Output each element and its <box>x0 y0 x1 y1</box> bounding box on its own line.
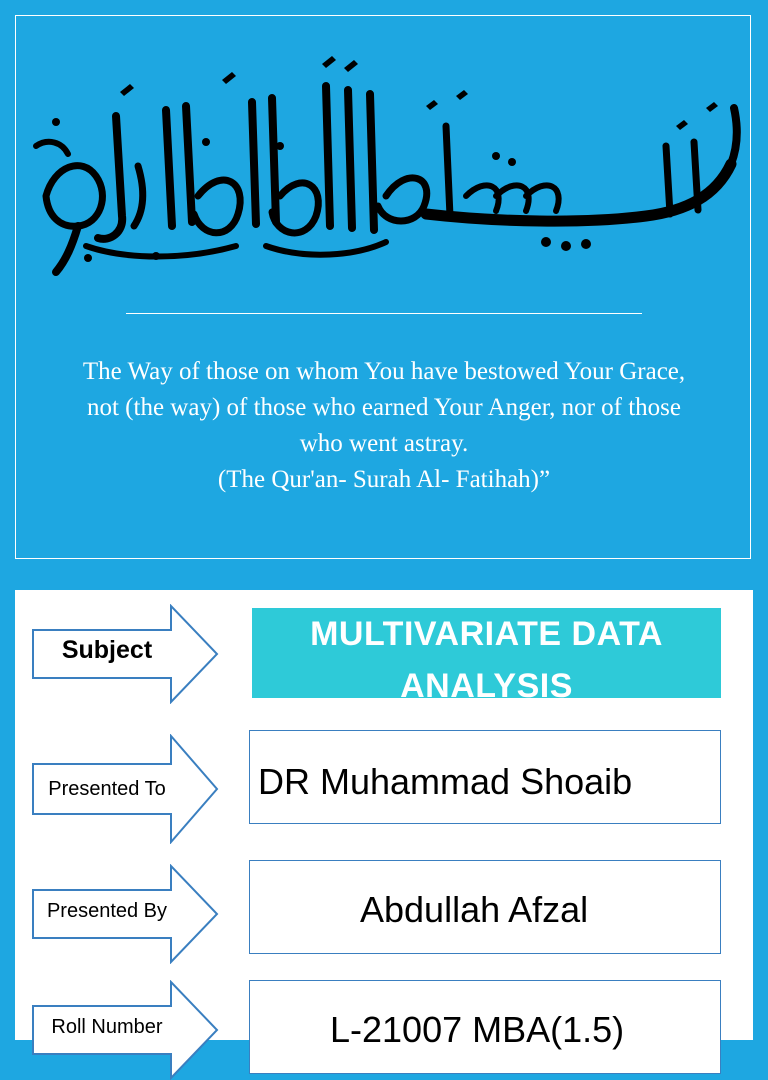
presented-to-value: DR Muhammad Shoaib <box>258 761 633 802</box>
presented-to-label: Presented To <box>48 778 166 800</box>
presented-by-label: Presented By <box>46 900 168 922</box>
quote-text <box>16 354 752 498</box>
roll-number-arrow-icon <box>31 980 219 1080</box>
quote-line: who went astray. <box>299 430 469 457</box>
info-slide <box>15 590 753 1050</box>
quote-line: The Way of those on whom You have bestowed Your Grace, <box>82 358 686 385</box>
presented-to-box <box>249 730 721 824</box>
presented-by-value: Abdullah Afzal <box>360 889 589 930</box>
quote-citation: (The Qur'an- Surah Al- Fatihah)” <box>217 466 551 493</box>
title-slide <box>15 15 751 559</box>
subject-label: Subject <box>61 636 153 664</box>
presented-by-arrow-icon <box>31 864 219 964</box>
bismillah-calligraphy-icon <box>26 46 746 286</box>
roll-number-label: Roll Number <box>51 1016 163 1038</box>
presented-to-arrow-icon <box>31 734 219 834</box>
subject-arrow-icon <box>31 604 219 704</box>
divider-line <box>126 313 642 314</box>
roll-number-box <box>249 980 721 1074</box>
subject-value: MULTIVARIATE DATA ANALYSIS <box>252 608 721 698</box>
quote-line: not (the way) of those who earned Your Anger, nor of those <box>86 394 682 421</box>
presented-by-box <box>249 860 721 954</box>
roll-number-value: L-21007 MBA(1.5) <box>330 1009 625 1050</box>
